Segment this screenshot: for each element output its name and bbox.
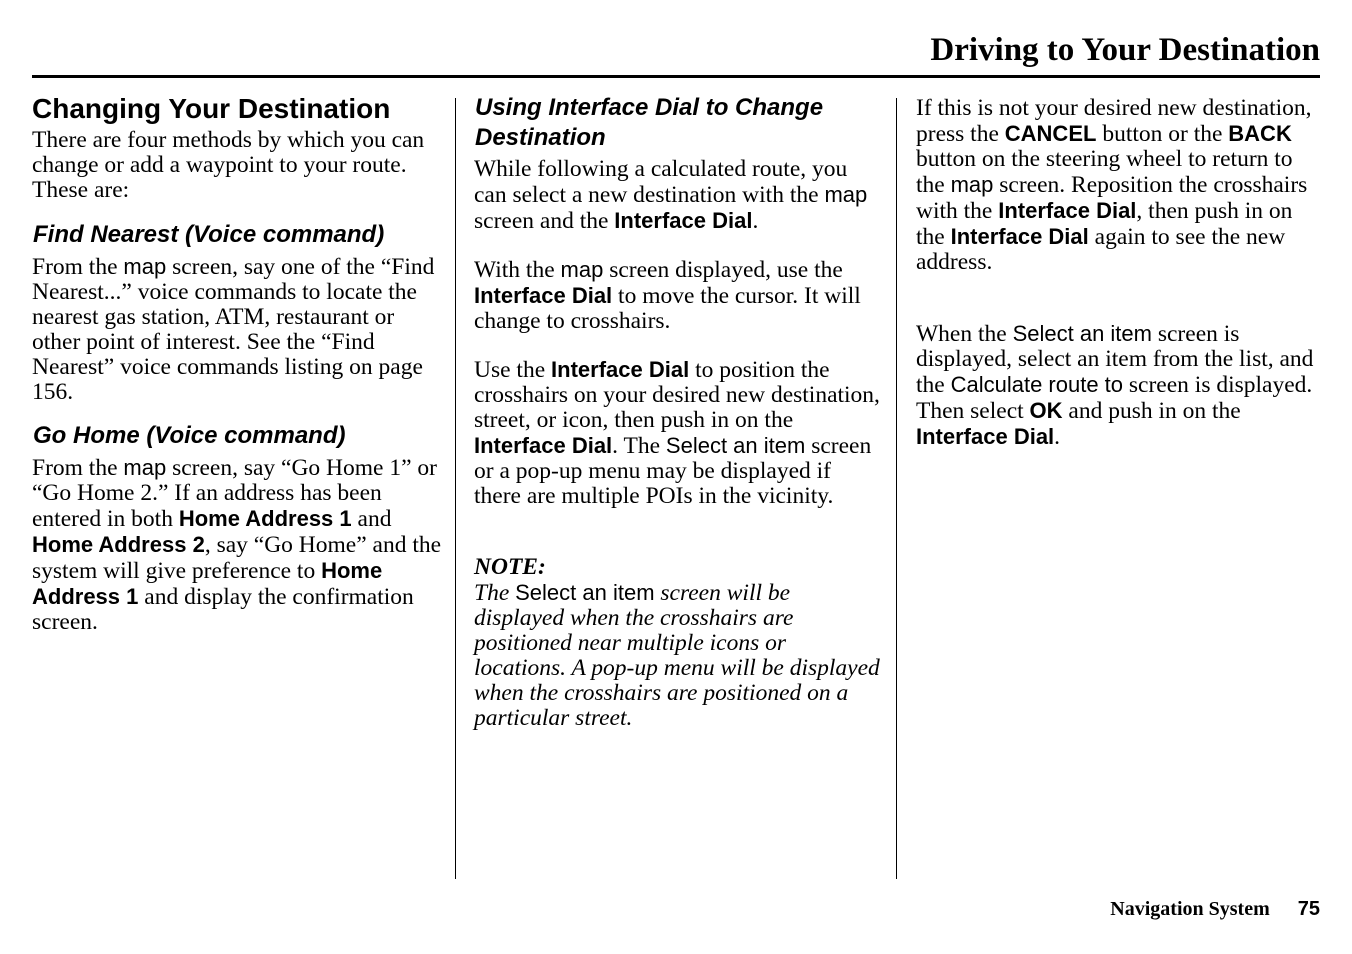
select-item-paragraph: When the Select an item screen is displayed, select an item from the list, and the Calculate route to screen is displayed. Then select OK and push in on the Interface Dial.: [916, 321, 1314, 450]
page-footer: [1110, 898, 1320, 921]
header-rule: [32, 75, 1320, 78]
interface-dial-term: Interface Dial: [474, 283, 613, 308]
page-number: 75: [1297, 898, 1320, 920]
home-address-2-term: Home Address 2: [32, 532, 205, 557]
footer-label: Navigation System: [1110, 898, 1270, 920]
interface-dial-paragraph-1: While following a calculated route, you can select a new destination with the map screen and the Interface Dial.: [474, 156, 868, 234]
ok-button-term: OK: [1029, 398, 1063, 423]
map-screen-term: map: [950, 172, 994, 197]
subheading-interface-dial: Using Interface Dial to Change Destination: [475, 94, 824, 151]
home-address-1-term: Home Address 1: [178, 506, 352, 531]
home-address-1-term: Home Address 1: [32, 558, 383, 609]
note-paragraph: The Select an item screen will be displayed when the crosshairs are positioned near multiple icons or locations. A pop-up menu will be displayed when the crosshairs are positioned on a particular street.: [474, 580, 880, 731]
go-home-paragraph: From the map screen, say “Go Home 1” or “Go Home 2.” If an address has been entered in both Home Address 1 and Home Address 2, say “Go Home” and the system will give preference to Home Address 1 and display the confirmation screen.: [32, 455, 442, 635]
map-screen-term: map: [824, 182, 868, 207]
section-heading-changing-destination: Changing Your Destination: [32, 93, 391, 124]
interface-dial-term: Interface Dial: [474, 433, 613, 458]
select-an-item-term: Select an item: [515, 580, 655, 605]
interface-dial-paragraph-2: With the map screen displayed, use the Interface Dial to move the cursor. It will change to crosshairs.: [474, 257, 861, 334]
interface-dial-term: Interface Dial: [916, 424, 1055, 449]
find-nearest-paragraph: From the map screen, say one of the “Find Nearest...” voice commands to locate the nearest gas station, ATM, restaurant or other point of interest. See the “Find Nearest” voice commands listing on page 156.: [32, 254, 435, 405]
interface-dial-paragraph-3: Use the Interface Dial to position the crosshairs on your desired new destination, street, or icon, then push in on the Interface Dial. The Select an item screen or a pop-up menu may be displayed if there are multiple POIs in the vicinity.: [474, 357, 880, 509]
note-label: NOTE:: [474, 554, 546, 580]
page-title: Driving to Your Destination: [930, 32, 1320, 68]
select-an-item-term: Select an item: [665, 433, 806, 458]
cancel-button-term: CANCEL: [1004, 121, 1097, 146]
calculate-route-term: Calculate route to: [950, 372, 1124, 397]
subheading-find-nearest: Find Nearest (Voice command): [33, 221, 385, 248]
interface-dial-term: Interface Dial: [998, 198, 1137, 223]
map-screen-term: map: [560, 257, 604, 282]
map-screen-term: map: [123, 254, 167, 279]
intro-paragraph: There are four methods by which you can change or add a waypoint to your route. These are:: [32, 127, 425, 203]
back-button-term: BACK: [1228, 121, 1292, 146]
select-an-item-term: Select an item: [1012, 321, 1152, 346]
cancel-paragraph: If this is not your desired new destination, press the CANCEL button or the BACK button on the steering wheel to return to the map screen. Reposition the crosshairs with the Interface Dial, then push in on the Interface Dial again to see the new address.: [916, 95, 1312, 275]
map-screen-term: map: [123, 455, 167, 480]
interface-dial-term: Interface Dial: [551, 357, 690, 382]
column-divider-2: [896, 98, 897, 879]
interface-dial-term: Interface Dial: [950, 224, 1089, 249]
subheading-go-home: Go Home (Voice command): [33, 422, 346, 449]
column-divider-1: [455, 98, 456, 879]
interface-dial-term: Interface Dial: [614, 208, 753, 233]
